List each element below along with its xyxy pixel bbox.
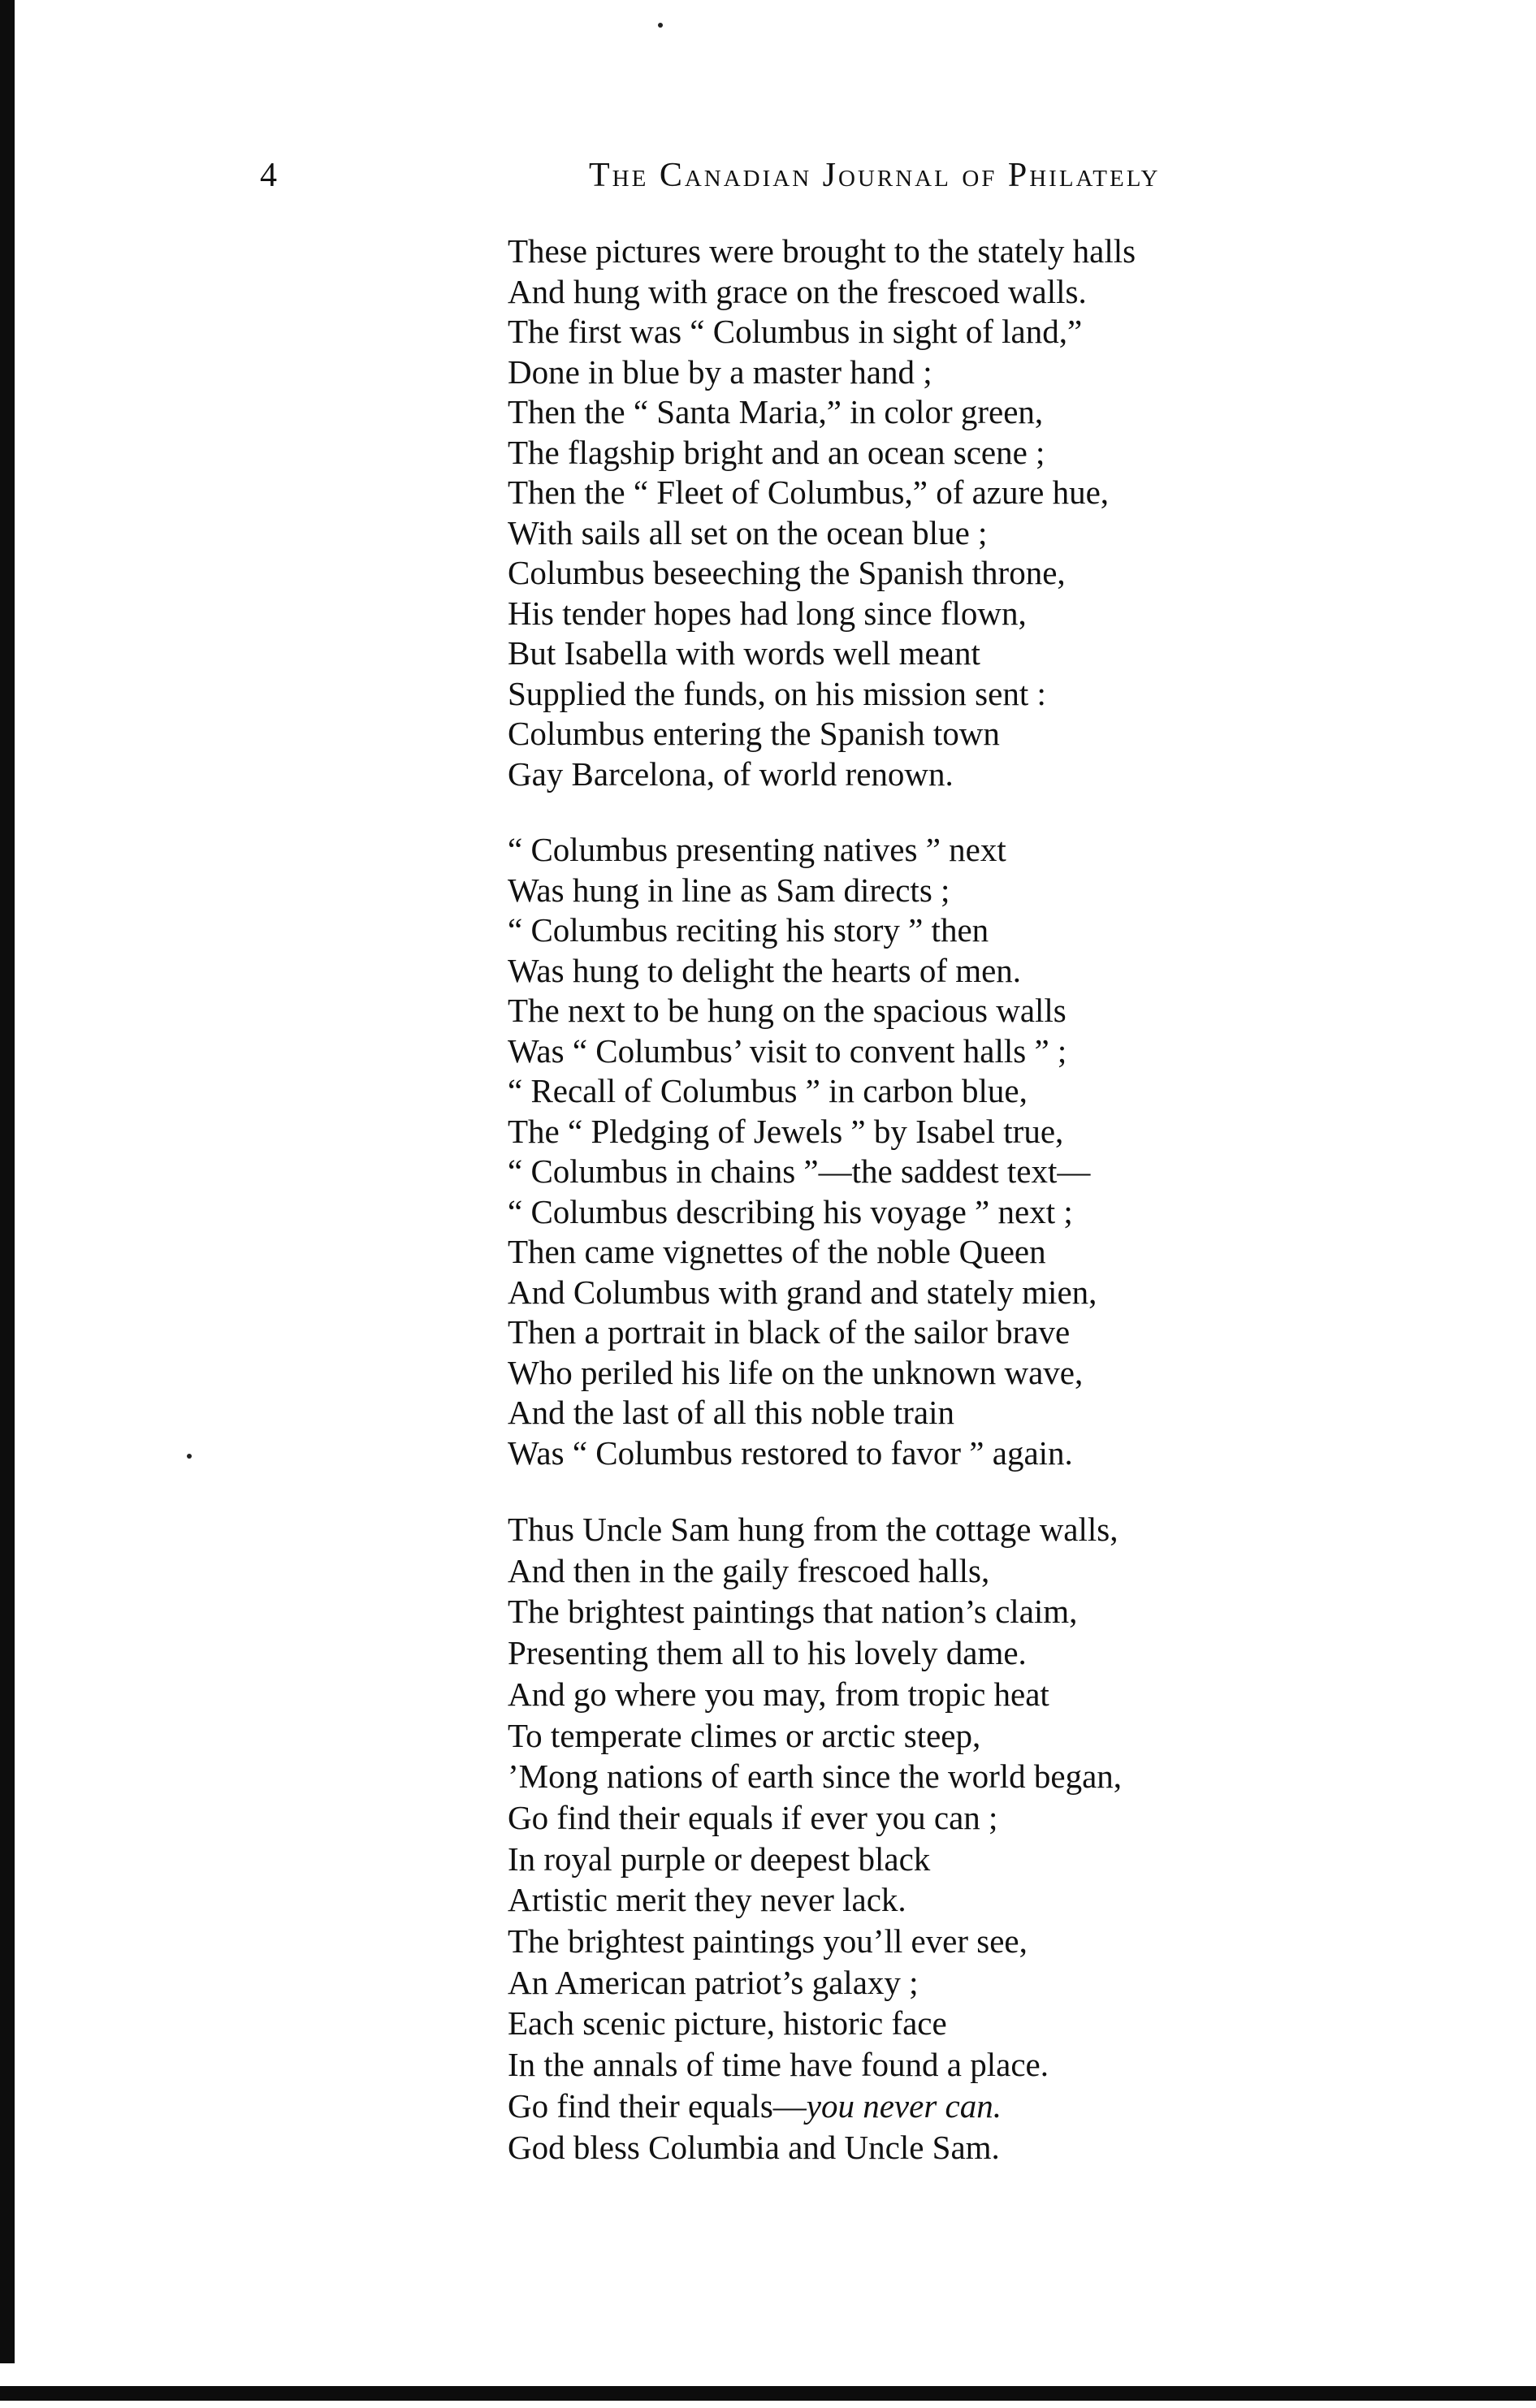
poem-line: The “ Pledging of Jewels ” by Isabel true, bbox=[508, 1112, 1064, 1150]
poem-line: The first was “ Columbus in sight of land,” bbox=[508, 313, 1083, 350]
poem-line: Go find their equals if ever you can ; bbox=[508, 1798, 998, 1836]
page-number: 4 bbox=[260, 157, 277, 194]
closing-line: God bless Columbia and Uncle Sam. bbox=[508, 2128, 1000, 2166]
poem-line: Then came vignettes of the noble Queen bbox=[508, 1233, 1046, 1270]
poem-line: And Columbus with grand and stately mien, bbox=[508, 1273, 1097, 1311]
poem-line: In the annals of time have found a place. bbox=[508, 2046, 1049, 2084]
final-line-emphasis: you never can. bbox=[806, 2086, 1002, 2125]
poem-line: Who periled his life on the unknown wave, bbox=[508, 1353, 1084, 1391]
poem-line: To temperate climes or arctic steep, bbox=[508, 1716, 981, 1754]
left-margin-rule bbox=[0, 0, 15, 2363]
print-speck bbox=[658, 23, 663, 28]
stanza-2 bbox=[508, 830, 1320, 1473]
poem-line: Supplied the funds, on his mission sent : bbox=[508, 674, 1046, 712]
poem-line: Thus Uncle Sam hung from the cottage walls, bbox=[508, 1511, 1118, 1548]
poem-line: Was “ Columbus restored to favor ” again. bbox=[508, 1433, 1073, 1472]
page-header bbox=[260, 156, 1275, 205]
poem-line: But Isabella with words well meant bbox=[508, 634, 980, 672]
poem-line: Artistic merit they never lack. bbox=[508, 1881, 906, 1919]
poem-line: His tender hopes had long since flown, bbox=[508, 594, 1027, 632]
poem-line: The brightest paintings you’ll ever see, bbox=[508, 1922, 1028, 1961]
poem-line bbox=[508, 2086, 1320, 2127]
poem-line: Each scenic picture, historic face bbox=[508, 2004, 947, 2043]
poem-line: These pictures were brought to the stately halls bbox=[508, 232, 1136, 270]
poem-line: Was hung in line as Sam directs ; bbox=[508, 871, 950, 909]
poem-line: “ Columbus describing his voyage ” next ; bbox=[508, 1192, 1073, 1230]
poem-line: An American patriot’s galaxy ; bbox=[508, 1963, 919, 2001]
poem-line: Was hung to delight the hearts of men. bbox=[508, 951, 1022, 989]
poem-line: The flagship bright and an ocean scene ; bbox=[508, 433, 1045, 471]
print-speck bbox=[187, 1454, 192, 1459]
poem-line: In royal purple or deepest black bbox=[508, 1840, 931, 1878]
poem-line: Done in blue by a master hand ; bbox=[508, 352, 932, 391]
poem-line: ’Mong nations of earth since the world began, bbox=[508, 1757, 1123, 1796]
poem-line: “ Columbus presenting natives ” next bbox=[508, 831, 1006, 868]
journal-title: The Canadian Journal of Philately bbox=[589, 157, 1161, 194]
poem-line: And the last of all this noble train bbox=[508, 1394, 954, 1431]
poem-line: Presenting them all to his lovely dame. bbox=[508, 1634, 1027, 1672]
stanza-3 bbox=[508, 1509, 1320, 2168]
poem-line: Was “ Columbus’ visit to convent halls ” ; bbox=[508, 1031, 1067, 1070]
poem-line: And then in the gaily frescoed halls, bbox=[508, 1551, 990, 1589]
poem-line: And go where you may, from tropic heat bbox=[508, 1675, 1049, 1713]
poem-line: “ Recall of Columbus ” in carbon blue, bbox=[508, 1072, 1028, 1109]
poem-line: The brightest paintings that nation’s claim, bbox=[508, 1593, 1078, 1631]
poem-line: With sails all set on the ocean blue ; bbox=[508, 513, 988, 551]
poem-line: Gay Barcelona, of world renown. bbox=[508, 754, 954, 793]
poem-line: Columbus beseeching the Spanish throne, bbox=[508, 554, 1066, 591]
poem-line: And hung with grace on the frescoed walls. bbox=[508, 272, 1087, 310]
poem bbox=[508, 231, 1320, 2168]
final-line-text: Go find their equals— bbox=[508, 2086, 807, 2125]
bottom-margin-rule bbox=[0, 2386, 1536, 2401]
poem-line: Then the “ Santa Maria,” in color green, bbox=[508, 393, 1044, 430]
poem-line: Then the “ Fleet of Columbus,” of azure hue, bbox=[508, 473, 1110, 511]
poem-line: Columbus entering the Spanish town bbox=[508, 715, 1000, 752]
poem-line: The next to be hung on the spacious walls bbox=[508, 992, 1067, 1029]
stanza-1 bbox=[508, 231, 1320, 794]
poem-line: “ Columbus reciting his story ” then bbox=[508, 911, 989, 949]
poem-line: Then a portrait in black of the sailor brave bbox=[508, 1313, 1071, 1351]
poem-line: “ Columbus in chains ”—the saddest text— bbox=[508, 1152, 1091, 1190]
